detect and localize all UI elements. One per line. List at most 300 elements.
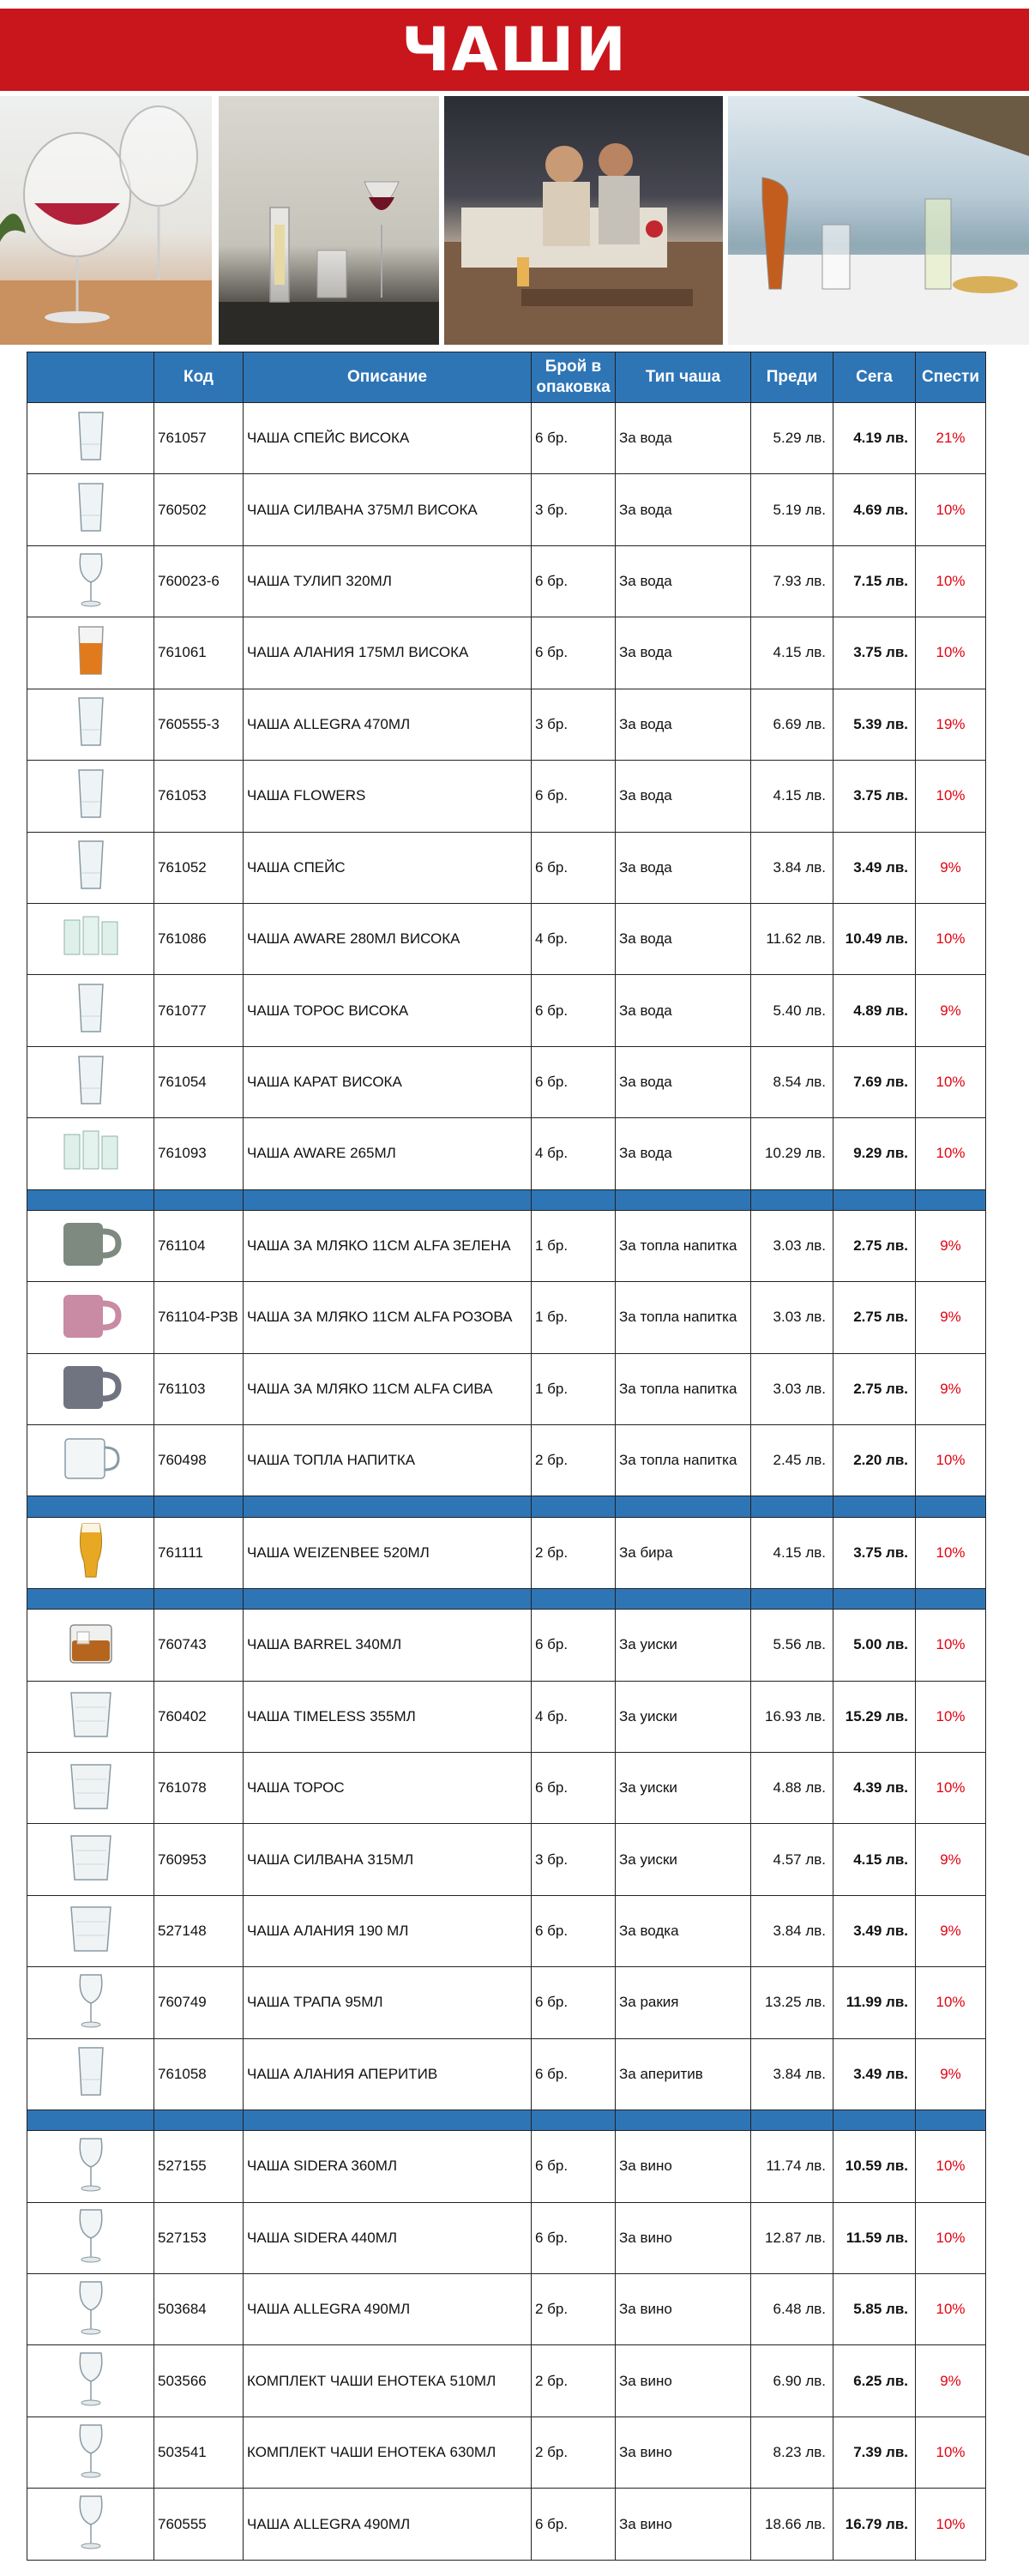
product-code: 761104-РЗВ — [154, 1282, 244, 1353]
wine-glass-icon — [74, 1972, 108, 2033]
separator-cell — [532, 1189, 616, 1210]
table-row — [27, 1824, 986, 1895]
glass-type: За аперитив — [616, 2038, 751, 2110]
product-image-cell — [27, 2202, 154, 2273]
old-price: 3.03 лв. — [751, 1282, 833, 1353]
glass-type: За уиски — [616, 1681, 751, 1752]
pack-count: 6 бр. — [532, 1752, 616, 1823]
product-image-cell — [27, 2038, 154, 2110]
pink-mug-icon — [58, 1290, 123, 1345]
tumbler-icon — [67, 1688, 115, 1744]
pack-count: 6 бр. — [532, 2202, 616, 2273]
product-description: ЧАША BARREL 340МЛ — [244, 1610, 532, 1681]
separator-cell — [616, 2110, 751, 2131]
glass-type: За вода — [616, 1118, 751, 1189]
new-price: 4.15 лв. — [833, 1824, 916, 1895]
table-row — [27, 1610, 986, 1681]
product-code: 761053 — [154, 761, 244, 832]
page-title: ЧАШИ — [401, 15, 628, 85]
old-price: 7.93 лв. — [751, 545, 833, 617]
glass-set-icon — [61, 913, 121, 966]
glass-type: За вино — [616, 2273, 751, 2344]
product-description: ЧАША СПЕЙС — [244, 832, 532, 903]
old-price: 4.57 лв. — [751, 1824, 833, 1895]
product-description: ЧАША СИЛВАНА 375МЛ ВИСОКА — [244, 474, 532, 545]
old-price: 3.84 лв. — [751, 2038, 833, 2110]
product-code: 761057 — [154, 403, 244, 474]
tumbler-icon — [67, 1832, 115, 1887]
wine-glass-icon — [74, 2350, 108, 2411]
old-price: 3.03 лв. — [751, 1353, 833, 1424]
glass-type: За вино — [616, 2202, 751, 2273]
table-row — [27, 1752, 986, 1823]
product-code: 760402 — [154, 1681, 244, 1752]
table-row — [27, 1353, 986, 1424]
tall-glass-icon — [74, 1054, 108, 1111]
pack-count: 6 бр. — [532, 2131, 616, 2202]
savings-percent: 10% — [916, 1118, 986, 1189]
glass-type: За топла напитка — [616, 1353, 751, 1424]
new-price: 3.75 лв. — [833, 761, 916, 832]
pack-count: 1 бр. — [532, 1210, 616, 1281]
table-row — [27, 474, 986, 545]
separator-cell — [833, 1588, 916, 1609]
seaside-cocktail-photo — [728, 96, 1029, 345]
glass-type: За бира — [616, 1517, 751, 1588]
product-description: ЧАША WEIZENBEE 520МЛ — [244, 1517, 532, 1588]
table-row — [27, 2038, 986, 2110]
savings-percent: 9% — [916, 1282, 986, 1353]
table-row — [27, 761, 986, 832]
savings-percent: 9% — [916, 1895, 986, 1966]
new-price: 6.25 лв. — [833, 2345, 916, 2417]
product-code: 760555 — [154, 2489, 244, 2561]
product-description: ЧАША AWARE 265МЛ — [244, 1118, 532, 1189]
glass-type: За уиски — [616, 1752, 751, 1823]
old-price: 5.29 лв. — [751, 403, 833, 474]
product-image-cell — [27, 1425, 154, 1496]
wine-glass-icon — [74, 2423, 108, 2483]
separator-cell — [27, 2110, 154, 2131]
separator-cell — [154, 1588, 244, 1609]
product-code: 760555-3 — [154, 689, 244, 760]
table-row — [27, 832, 986, 903]
table-row — [27, 403, 986, 474]
glass-type: За вода — [616, 617, 751, 689]
savings-percent: 10% — [916, 2417, 986, 2488]
wine-glasses-photo — [0, 96, 212, 345]
separator-cell — [751, 1189, 833, 1210]
product-description: ЧАША ALLEGRA 470МЛ — [244, 689, 532, 760]
product-description: ЧАША СПЕЙС ВИСОКА — [244, 403, 532, 474]
pack-count: 6 бр. — [532, 2038, 616, 2110]
separator-cell — [532, 1496, 616, 1517]
product-image-cell — [27, 1210, 154, 1281]
pack-count: 6 бр. — [532, 975, 616, 1046]
product-image-cell — [27, 474, 154, 545]
product-image-cell — [27, 1282, 154, 1353]
new-price: 7.69 лв. — [833, 1046, 916, 1117]
old-price: 11.62 лв. — [751, 903, 833, 974]
separator-cell — [532, 2110, 616, 2131]
glass-type: За уиски — [616, 1824, 751, 1895]
juice-glass-icon — [74, 624, 108, 682]
new-price: 7.15 лв. — [833, 545, 916, 617]
table-row — [27, 2202, 986, 2273]
column-header-type: Тип чаша — [616, 352, 751, 403]
separator-cell — [154, 1189, 244, 1210]
glass-type: За вода — [616, 975, 751, 1046]
category-separator-row — [27, 1496, 986, 1517]
product-description: ЧАША ЗА МЛЯКО 11СМ ALFA СИВА — [244, 1353, 532, 1424]
product-description: ЧАША AWARE 280МЛ ВИСОКА — [244, 903, 532, 974]
tall-glass-icon — [74, 410, 108, 467]
category-separator-row — [27, 2110, 986, 2131]
product-code: 760023-6 — [154, 545, 244, 617]
table-row — [27, 2345, 986, 2417]
new-price: 3.75 лв. — [833, 1517, 916, 1588]
savings-percent: 19% — [916, 689, 986, 760]
new-price: 11.59 лв. — [833, 2202, 916, 2273]
product-image-cell — [27, 1118, 154, 1189]
separator-cell — [616, 1588, 751, 1609]
table-row — [27, 1517, 986, 1588]
category-separator-row — [27, 1588, 986, 1609]
product-description: ЧАША ТОРОС — [244, 1752, 532, 1823]
glass-type: За вода — [616, 403, 751, 474]
pack-count: 6 бр. — [532, 617, 616, 689]
table-row — [27, 689, 986, 760]
savings-percent: 10% — [916, 617, 986, 689]
pack-count: 6 бр. — [532, 1046, 616, 1117]
new-price: 4.19 лв. — [833, 403, 916, 474]
tall-glass-icon — [74, 982, 108, 1039]
new-price: 2.75 лв. — [833, 1353, 916, 1424]
product-description: ЧАША ЗА МЛЯКО 11СМ ALFA РОЗОВА — [244, 1282, 532, 1353]
glass-type: За водка — [616, 1895, 751, 1966]
separator-cell — [27, 1588, 154, 1609]
tall-glass-icon — [74, 767, 108, 825]
title-banner — [0, 9, 1029, 91]
savings-percent: 10% — [916, 1517, 986, 1588]
gray-mug-icon — [58, 1361, 123, 1417]
pack-count: 2 бр. — [532, 1425, 616, 1496]
product-image-cell — [27, 2273, 154, 2344]
pack-count: 6 бр. — [532, 832, 616, 903]
savings-percent: 9% — [916, 1210, 986, 1281]
table-row — [27, 2417, 986, 2488]
new-price: 5.00 лв. — [833, 1610, 916, 1681]
new-price: 4.69 лв. — [833, 474, 916, 545]
separator-cell — [916, 1496, 986, 1517]
product-code: 760502 — [154, 474, 244, 545]
table-row — [27, 1967, 986, 2038]
glass-type: За вино — [616, 2345, 751, 2417]
pack-count: 3 бр. — [532, 474, 616, 545]
product-description: ЧАША ALLEGRA 490МЛ — [244, 2489, 532, 2561]
glass-type: За вода — [616, 903, 751, 974]
beer-glass-icon — [74, 1520, 108, 1585]
product-image-cell — [27, 403, 154, 474]
old-price: 4.15 лв. — [751, 761, 833, 832]
pack-count: 2 бр. — [532, 2273, 616, 2344]
glass-type: За вода — [616, 1046, 751, 1117]
product-code: 527155 — [154, 2131, 244, 2202]
product-image-cell — [27, 1046, 154, 1117]
old-price: 12.87 лв. — [751, 2202, 833, 2273]
pack-count: 6 бр. — [532, 1610, 616, 1681]
tumbler-icon — [67, 1760, 115, 1816]
product-description: ЧАША ТОРОС ВИСОКА — [244, 975, 532, 1046]
pack-count: 3 бр. — [532, 1824, 616, 1895]
price-table — [27, 352, 986, 2561]
new-price: 4.89 лв. — [833, 975, 916, 1046]
product-image-cell — [27, 761, 154, 832]
separator-cell — [751, 1496, 833, 1517]
savings-percent: 10% — [916, 2273, 986, 2344]
glass-type: За вода — [616, 545, 751, 617]
pack-count: 4 бр. — [532, 1681, 616, 1752]
product-image-cell — [27, 2489, 154, 2561]
old-price: 10.29 лв. — [751, 1118, 833, 1189]
new-price: 10.59 лв. — [833, 2131, 916, 2202]
pack-count: 6 бр. — [532, 761, 616, 832]
product-description: ЧАША ТРАПА 95МЛ — [244, 1967, 532, 2038]
product-image-cell — [27, 975, 154, 1046]
product-description: ЧАША КАРАТ ВИСОКА — [244, 1046, 532, 1117]
old-price: 5.19 лв. — [751, 474, 833, 545]
category-separator-row — [27, 1189, 986, 1210]
separator-cell — [616, 1189, 751, 1210]
separator-cell — [244, 1496, 532, 1517]
pack-count: 1 бр. — [532, 1353, 616, 1424]
product-code: 761058 — [154, 2038, 244, 2110]
table-row — [27, 903, 986, 974]
product-code: 761061 — [154, 617, 244, 689]
new-price: 5.39 лв. — [833, 689, 916, 760]
wine-glass-icon — [74, 2207, 108, 2268]
separator-cell — [916, 1588, 986, 1609]
product-code: 503684 — [154, 2273, 244, 2344]
product-description: ЧАША СИЛВАНА 315МЛ — [244, 1824, 532, 1895]
product-code: 761078 — [154, 1752, 244, 1823]
glass-type: За ракия — [616, 1967, 751, 2038]
savings-percent: 9% — [916, 1353, 986, 1424]
pack-count: 4 бр. — [532, 903, 616, 974]
separator-cell — [751, 2110, 833, 2131]
old-price: 16.93 лв. — [751, 1681, 833, 1752]
savings-percent: 9% — [916, 2038, 986, 2110]
separator-cell — [27, 1189, 154, 1210]
product-code: 760953 — [154, 1824, 244, 1895]
product-image-cell — [27, 1353, 154, 1424]
product-image-cell — [27, 1895, 154, 1966]
pack-count: 3 бр. — [532, 689, 616, 760]
column-header-code: Код — [154, 352, 244, 403]
separator-cell — [27, 1496, 154, 1517]
separator-cell — [244, 1189, 532, 1210]
old-price: 6.69 лв. — [751, 689, 833, 760]
product-code: 761052 — [154, 832, 244, 903]
pack-count: 2 бр. — [532, 2345, 616, 2417]
separator-cell — [154, 2110, 244, 2131]
product-code: 760749 — [154, 1967, 244, 2038]
savings-percent: 10% — [916, 1425, 986, 1496]
product-description: ЧАША TIMELESS 355МЛ — [244, 1681, 532, 1752]
savings-percent: 10% — [916, 2202, 986, 2273]
glass-type: За вода — [616, 761, 751, 832]
product-image-cell — [27, 1610, 154, 1681]
savings-percent: 10% — [916, 1046, 986, 1117]
product-image-cell — [27, 2131, 154, 2202]
glass-type: За вода — [616, 474, 751, 545]
new-price: 5.85 лв. — [833, 2273, 916, 2344]
product-image-cell — [27, 545, 154, 617]
pack-count: 4 бр. — [532, 1118, 616, 1189]
separator-cell — [244, 1588, 532, 1609]
glass-type: За вино — [616, 2489, 751, 2561]
glass-type: За вода — [616, 689, 751, 760]
new-price: 2.75 лв. — [833, 1210, 916, 1281]
savings-percent: 21% — [916, 403, 986, 474]
wine-glass-icon — [74, 551, 108, 612]
product-description: ЧАША ТУЛИП 320МЛ — [244, 545, 532, 617]
savings-percent: 10% — [916, 1610, 986, 1681]
table-body — [27, 403, 986, 2561]
terrace-party-photo — [444, 96, 723, 345]
table-row — [27, 975, 986, 1046]
product-code: 761093 — [154, 1118, 244, 1189]
new-price: 9.29 лв. — [833, 1118, 916, 1189]
wine-glass-icon — [74, 2494, 108, 2555]
product-code: 761104 — [154, 1210, 244, 1281]
new-price: 4.39 лв. — [833, 1752, 916, 1823]
column-header-pack: Брой в опаковка — [532, 352, 616, 403]
champagne-photo — [219, 96, 439, 345]
product-image-cell — [27, 2345, 154, 2417]
product-image-cell — [27, 689, 154, 760]
column-header-before: Преди — [751, 352, 833, 403]
glass-type: За вино — [616, 2417, 751, 2488]
table-row — [27, 1210, 986, 1281]
product-image-cell — [27, 832, 154, 903]
separator-cell — [833, 1189, 916, 1210]
column-header-now: Сега — [833, 352, 916, 403]
old-price: 5.56 лв. — [751, 1610, 833, 1681]
separator-cell — [916, 1189, 986, 1210]
product-code: 527148 — [154, 1895, 244, 1966]
product-image-cell — [27, 1517, 154, 1588]
old-price: 4.15 лв. — [751, 617, 833, 689]
product-description: ЧАША АЛАНИЯ АПЕРИТИВ — [244, 2038, 532, 2110]
wine-glass-icon — [74, 2136, 108, 2197]
old-price: 18.66 лв. — [751, 2489, 833, 2561]
product-code: 761086 — [154, 903, 244, 974]
old-price: 2.45 лв. — [751, 1425, 833, 1496]
new-price: 7.39 лв. — [833, 2417, 916, 2488]
column-header-description: Описание — [244, 352, 532, 403]
glass-mug-icon — [58, 1434, 123, 1488]
old-price: 6.48 лв. — [751, 2273, 833, 2344]
whisky-glass-icon — [65, 1620, 117, 1670]
tall-glass-icon — [74, 839, 108, 896]
product-image-cell — [27, 1824, 154, 1895]
table-row — [27, 545, 986, 617]
table-row — [27, 2131, 986, 2202]
tall-glass-icon — [74, 695, 108, 753]
old-price: 8.23 лв. — [751, 2417, 833, 2488]
separator-cell — [833, 2110, 916, 2131]
glass-type: За топла напитка — [616, 1425, 751, 1496]
image-column-header — [27, 352, 154, 403]
product-description: ЧАША FLOWERS — [244, 761, 532, 832]
product-image-cell — [27, 617, 154, 689]
new-price: 3.49 лв. — [833, 2038, 916, 2110]
new-price: 2.75 лв. — [833, 1282, 916, 1353]
separator-cell — [916, 2110, 986, 2131]
savings-percent: 9% — [916, 2345, 986, 2417]
tall-glass-icon — [74, 2045, 108, 2103]
new-price: 3.49 лв. — [833, 1895, 916, 1966]
new-price: 15.29 лв. — [833, 1681, 916, 1752]
new-price: 2.20 лв. — [833, 1425, 916, 1496]
pack-count: 2 бр. — [532, 2417, 616, 2488]
wine-glass-icon — [74, 2279, 108, 2340]
product-code: 761054 — [154, 1046, 244, 1117]
glass-set-icon — [61, 1128, 121, 1180]
glass-type: За вода — [616, 832, 751, 903]
savings-percent: 10% — [916, 903, 986, 974]
savings-percent: 10% — [916, 2489, 986, 2561]
old-price: 8.54 лв. — [751, 1046, 833, 1117]
product-description: КОМПЛЕКТ ЧАШИ ЕНОТЕКА 630МЛ — [244, 2417, 532, 2488]
separator-cell — [154, 1496, 244, 1517]
savings-percent: 9% — [916, 1824, 986, 1895]
product-description: ЧАША ТОПЛА НАПИТКА — [244, 1425, 532, 1496]
savings-percent: 10% — [916, 2131, 986, 2202]
product-code: 761077 — [154, 975, 244, 1046]
table-row — [27, 2489, 986, 2561]
product-image-cell — [27, 1967, 154, 2038]
old-price: 4.88 лв. — [751, 1752, 833, 1823]
glass-type: За вино — [616, 2131, 751, 2202]
product-code: 760498 — [154, 1425, 244, 1496]
separator-cell — [616, 1496, 751, 1517]
table-row — [27, 617, 986, 689]
glass-type: За топла напитка — [616, 1282, 751, 1353]
tumbler-icon — [67, 1903, 115, 1959]
pack-count: 1 бр. — [532, 1282, 616, 1353]
pack-count: 6 бр. — [532, 2489, 616, 2561]
table-row — [27, 1046, 986, 1117]
product-description: КОМПЛЕКТ ЧАШИ ЕНОТЕКА 510МЛ — [244, 2345, 532, 2417]
separator-cell — [244, 2110, 532, 2131]
table-row — [27, 1118, 986, 1189]
separator-cell — [532, 1588, 616, 1609]
old-price: 6.90 лв. — [751, 2345, 833, 2417]
product-description: ЧАША ALLEGRA 490МЛ — [244, 2273, 532, 2344]
product-description: ЧАША АЛАНИЯ 190 МЛ — [244, 1895, 532, 1966]
column-header-savings: Спести — [916, 352, 986, 403]
table-header-row — [27, 352, 986, 403]
product-description: ЧАША ЗА МЛЯКО 11СМ ALFA ЗЕЛЕНА — [244, 1210, 532, 1281]
savings-percent: 9% — [916, 832, 986, 903]
table-row — [27, 1681, 986, 1752]
pack-count: 6 бр. — [532, 403, 616, 474]
product-code: 760743 — [154, 1610, 244, 1681]
separator-cell — [833, 1496, 916, 1517]
product-image-cell — [27, 1681, 154, 1752]
